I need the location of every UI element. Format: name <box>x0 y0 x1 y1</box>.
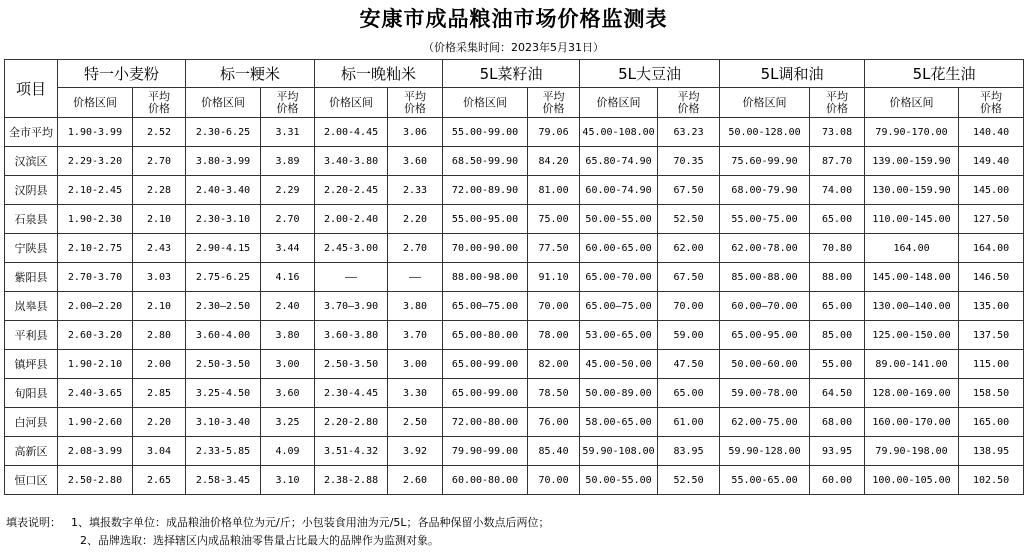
average-price-cell: 135.00 <box>959 292 1024 321</box>
average-price-cell: 65.00 <box>810 205 865 234</box>
average-label-line2: 价格 <box>826 101 849 115</box>
average-price-cell: 67.50 <box>658 263 720 292</box>
average-price-cell: 145.00 <box>959 176 1024 205</box>
average-price-header <box>658 88 720 118</box>
price-range-cell: 3.80-3.99 <box>186 147 261 176</box>
price-range-cell: 88.00-98.00 <box>443 263 528 292</box>
price-range-cell: 65.00—75.00 <box>443 292 528 321</box>
price-range-cell: 2.00-4.45 <box>315 118 388 147</box>
price-range-cell: 130.00-159.90 <box>865 176 959 205</box>
average-price-cell: 62.00 <box>658 234 720 263</box>
average-price-cell: 73.08 <box>810 118 865 147</box>
average-price-cell: 3.60 <box>388 147 443 176</box>
average-price-cell: 70.00 <box>528 466 580 495</box>
price-range-header: 价格区间 <box>580 88 658 118</box>
average-price-cell: 3.70 <box>388 321 443 350</box>
price-range-cell: 2.40-3.40 <box>186 176 261 205</box>
average-price-cell: 164.00 <box>959 234 1024 263</box>
region-name: 汉滨区 <box>5 147 58 176</box>
price-range-cell: 65.00-70.00 <box>580 263 658 292</box>
table-row <box>5 176 1024 205</box>
region-name: 石泉县 <box>5 205 58 234</box>
region-name: 镇坪县 <box>5 350 58 379</box>
price-range-cell: 55.00-65.00 <box>720 466 810 495</box>
price-range-cell: 59.90-108.00 <box>580 437 658 466</box>
price-range-cell: 60.00-65.00 <box>580 234 658 263</box>
header-row-subcolumns <box>5 88 1024 118</box>
price-range-cell: 2.50-2.80 <box>58 466 133 495</box>
average-price-cell: 78.50 <box>528 379 580 408</box>
notes-text-1: 1、填报数字单位：成品粮油价格单位为元/斤；小包装食用油为元/5L；各品种保留小数点后两位； <box>71 516 550 529</box>
average-price-cell: 65.00 <box>658 379 720 408</box>
average-price-cell: 2.50 <box>388 408 443 437</box>
product-header: 特一小麦粉 <box>58 60 186 88</box>
price-range-cell: 2.50-3.50 <box>186 350 261 379</box>
average-price-cell: 2.00 <box>133 350 186 379</box>
average-price-cell: 3.25 <box>261 408 315 437</box>
average-label-line2: 价格 <box>542 101 565 115</box>
average-label-line1: 平均 <box>826 89 849 103</box>
price-range-cell: 50.00-55.00 <box>580 205 658 234</box>
average-price-cell: 140.40 <box>959 118 1024 147</box>
notes-label: 填表说明： <box>6 516 61 529</box>
average-price-cell: 2.28 <box>133 176 186 205</box>
price-range-cell: 65.00-99.00 <box>443 379 528 408</box>
average-price-cell: 83.95 <box>658 437 720 466</box>
table-row <box>5 321 1024 350</box>
average-price-cell: 87.70 <box>810 147 865 176</box>
price-range-cell: 2.10-2.75 <box>58 234 133 263</box>
average-price-cell: 102.50 <box>959 466 1024 495</box>
price-range-cell: 2.70-3.70 <box>58 263 133 292</box>
average-price-cell: 76.00 <box>528 408 580 437</box>
price-range-cell: 1.90-3.99 <box>58 118 133 147</box>
average-price-cell: 3.80 <box>388 292 443 321</box>
price-range-cell: 65.00-95.00 <box>720 321 810 350</box>
price-range-cell: 89.00-141.00 <box>865 350 959 379</box>
price-range-cell: 65.80-74.90 <box>580 147 658 176</box>
price-range-cell: 50.00-89.00 <box>580 379 658 408</box>
table-row <box>5 379 1024 408</box>
average-price-cell: 2.85 <box>133 379 186 408</box>
average-price-cell: 3.03 <box>133 263 186 292</box>
price-range-header: 价格区间 <box>315 88 388 118</box>
region-name: 全市平均 <box>5 118 58 147</box>
average-price-header <box>528 88 580 118</box>
table-row <box>5 205 1024 234</box>
average-price-cell: 2.29 <box>261 176 315 205</box>
average-price-cell: 81.00 <box>528 176 580 205</box>
average-price-cell: 2.65 <box>133 466 186 495</box>
average-price-cell: 3.92 <box>388 437 443 466</box>
average-price-cell: 82.00 <box>528 350 580 379</box>
product-header: 标一粳米 <box>186 60 315 88</box>
product-header: 5L大豆油 <box>580 60 720 88</box>
price-range-cell: 2.30-6.25 <box>186 118 261 147</box>
average-price-cell: 75.00 <box>528 205 580 234</box>
average-price-cell: 3.30 <box>388 379 443 408</box>
average-price-cell: 2.33 <box>388 176 443 205</box>
price-range-cell: 2.45-3.00 <box>315 234 388 263</box>
price-range-cell: 2.50-3.50 <box>315 350 388 379</box>
average-price-cell: —— <box>388 263 443 292</box>
price-table <box>4 59 1024 495</box>
average-price-cell: 93.95 <box>810 437 865 466</box>
average-price-cell: 3.00 <box>388 350 443 379</box>
region-name: 宁陕县 <box>5 234 58 263</box>
product-header: 5L调和油 <box>720 60 865 88</box>
average-price-cell: 138.95 <box>959 437 1024 466</box>
price-range-cell: 2.08-3.99 <box>58 437 133 466</box>
price-range-header: 价格区间 <box>186 88 261 118</box>
price-range-cell: 2.00-2.40 <box>315 205 388 234</box>
price-range-cell: 110.00-145.00 <box>865 205 959 234</box>
average-price-cell: 3.10 <box>261 466 315 495</box>
average-price-cell: 2.20 <box>133 408 186 437</box>
price-range-cell: 3.51-4.32 <box>315 437 388 466</box>
price-range-cell: 60.00-74.90 <box>580 176 658 205</box>
average-price-cell: 4.16 <box>261 263 315 292</box>
price-range-cell: 2.30—2.50 <box>186 292 261 321</box>
table-row <box>5 118 1024 147</box>
price-range-cell: 68.50-99.90 <box>443 147 528 176</box>
average-label-line1: 平均 <box>148 89 170 103</box>
table-row <box>5 408 1024 437</box>
average-label-line2: 价格 <box>677 101 700 115</box>
average-price-cell: 77.50 <box>528 234 580 263</box>
price-range-cell: 3.70—3.90 <box>315 292 388 321</box>
average-label-line1: 平均 <box>677 89 700 103</box>
price-range-cell: 2.10-2.45 <box>58 176 133 205</box>
average-price-header <box>133 88 186 118</box>
average-price-cell: 3.31 <box>261 118 315 147</box>
average-price-cell: 70.00 <box>658 292 720 321</box>
region-name: 旬阳县 <box>5 379 58 408</box>
price-range-cell: 100.00-105.00 <box>865 466 959 495</box>
price-range-cell: 2.00—2.20 <box>58 292 133 321</box>
price-range-cell: 45.00-50.00 <box>580 350 658 379</box>
average-label-line1: 平均 <box>980 89 1003 103</box>
average-price-cell: 63.23 <box>658 118 720 147</box>
table-row <box>5 292 1024 321</box>
price-range-cell: 160.00-170.00 <box>865 408 959 437</box>
table-row <box>5 466 1024 495</box>
average-price-cell: 52.50 <box>658 205 720 234</box>
price-range-header: 价格区间 <box>58 88 133 118</box>
notes <box>4 511 1023 553</box>
region-name: 紫阳县 <box>5 263 58 292</box>
price-range-cell: 2.40-3.65 <box>58 379 133 408</box>
average-price-cell: 2.52 <box>133 118 186 147</box>
average-price-cell: 149.40 <box>959 147 1024 176</box>
price-range-cell: 3.60-4.00 <box>186 321 261 350</box>
collection-date: （价格采集时间：2023年5月31日） <box>423 41 604 54</box>
average-price-cell: 2.10 <box>133 292 186 321</box>
average-price-header <box>261 88 315 118</box>
price-range-cell: 59.00-78.00 <box>720 379 810 408</box>
price-range-cell: 79.90-99.00 <box>443 437 528 466</box>
average-price-cell: 3.00 <box>261 350 315 379</box>
average-price-cell: 85.40 <box>528 437 580 466</box>
page-title: 安康市成品粮油市场价格监测表 <box>359 7 668 31</box>
average-price-cell: 84.20 <box>528 147 580 176</box>
price-range-cell: 79.90-170.00 <box>865 118 959 147</box>
notes-line-1 <box>6 514 550 531</box>
average-price-cell: 2.70 <box>261 205 315 234</box>
price-range-cell: 1.90-2.30 <box>58 205 133 234</box>
price-range-cell: 70.00-90.00 <box>443 234 528 263</box>
table-body <box>5 118 1024 495</box>
price-range-cell: 128.00-169.00 <box>865 379 959 408</box>
price-range-cell: 50.00-60.00 <box>720 350 810 379</box>
average-price-cell: 3.89 <box>261 147 315 176</box>
average-price-cell: 88.00 <box>810 263 865 292</box>
price-range-header: 价格区间 <box>865 88 959 118</box>
table-row <box>5 263 1024 292</box>
average-price-header <box>959 88 1024 118</box>
average-price-cell: 70.80 <box>810 234 865 263</box>
average-price-cell: 3.80 <box>261 321 315 350</box>
price-range-cell: 2.20-2.80 <box>315 408 388 437</box>
price-range-cell: 72.00-89.90 <box>443 176 528 205</box>
average-label-line2: 价格 <box>404 101 427 115</box>
price-range-cell: 1.90-2.10 <box>58 350 133 379</box>
price-range-cell: 3.60-3.80 <box>315 321 388 350</box>
price-range-cell: 85.00-88.00 <box>720 263 810 292</box>
price-range-cell: 3.25-4.50 <box>186 379 261 408</box>
price-range-cell: 45.00-108.00 <box>580 118 658 147</box>
average-price-cell: 3.04 <box>133 437 186 466</box>
price-range-cell: 130.00—140.00 <box>865 292 959 321</box>
region-name: 岚皋县 <box>5 292 58 321</box>
price-range-cell: 60.00—70.00 <box>720 292 810 321</box>
notes-text-2: 2、品牌选取：选择辖区内成品粮油零售量占比最大的品牌作为监测对象。 <box>80 534 439 547</box>
price-range-cell: 60.00-80.00 <box>443 466 528 495</box>
average-price-cell: 74.00 <box>810 176 865 205</box>
average-price-cell: 59.00 <box>658 321 720 350</box>
average-price-cell: 67.50 <box>658 176 720 205</box>
average-price-cell: 61.00 <box>658 408 720 437</box>
table-row <box>5 234 1024 263</box>
average-price-cell: 3.06 <box>388 118 443 147</box>
average-price-cell: 3.44 <box>261 234 315 263</box>
average-label-line1: 平均 <box>404 89 427 103</box>
average-price-cell: 2.60 <box>388 466 443 495</box>
average-price-cell: 2.10 <box>133 205 186 234</box>
price-range-cell: 2.20-2.45 <box>315 176 388 205</box>
region-name: 汉阴县 <box>5 176 58 205</box>
price-range-cell: 53.00-65.00 <box>580 321 658 350</box>
average-price-cell: 91.10 <box>528 263 580 292</box>
price-range-cell: 2.58-3.45 <box>186 466 261 495</box>
price-range-cell: 145.00-148.00 <box>865 263 959 292</box>
price-range-cell: 3.40-3.80 <box>315 147 388 176</box>
price-range-cell: 2.30-3.10 <box>186 205 261 234</box>
average-price-cell: 146.50 <box>959 263 1024 292</box>
average-price-cell: 137.50 <box>959 321 1024 350</box>
average-label-line1: 平均 <box>542 89 565 103</box>
average-price-header <box>810 88 865 118</box>
product-header: 5L菜籽油 <box>443 60 580 88</box>
average-price-cell: 2.40 <box>261 292 315 321</box>
price-range-cell: 2.38-2.88 <box>315 466 388 495</box>
price-range-cell: 65.00-80.00 <box>443 321 528 350</box>
average-price-cell: 3.60 <box>261 379 315 408</box>
price-range-cell: 62.00-75.00 <box>720 408 810 437</box>
region-name: 白河县 <box>5 408 58 437</box>
table-row <box>5 147 1024 176</box>
average-price-cell: 2.70 <box>133 147 186 176</box>
price-range-cell: —— <box>315 263 388 292</box>
price-range-cell: 79.90-198.00 <box>865 437 959 466</box>
average-price-cell: 60.00 <box>810 466 865 495</box>
average-label-line2: 价格 <box>276 101 299 115</box>
price-range-cell: 3.10-3.40 <box>186 408 261 437</box>
price-range-cell: 2.33-5.85 <box>186 437 261 466</box>
average-label-line1: 平均 <box>276 89 299 103</box>
price-range-cell: 139.00-159.90 <box>865 147 959 176</box>
price-range-cell: 50.00-128.00 <box>720 118 810 147</box>
price-range-cell: 2.75-6.25 <box>186 263 261 292</box>
average-price-cell: 68.00 <box>810 408 865 437</box>
price-range-header: 价格区间 <box>443 88 528 118</box>
price-range-header: 价格区间 <box>720 88 810 118</box>
price-range-cell: 75.60-99.90 <box>720 147 810 176</box>
price-range-cell: 2.30-4.45 <box>315 379 388 408</box>
price-range-cell: 59.90-128.00 <box>720 437 810 466</box>
table-row <box>5 350 1024 379</box>
average-price-cell: 70.35 <box>658 147 720 176</box>
region-name: 高新区 <box>5 437 58 466</box>
average-price-cell: 65.00 <box>810 292 865 321</box>
average-price-cell: 52.50 <box>658 466 720 495</box>
price-range-cell: 50.00-55.00 <box>580 466 658 495</box>
price-range-cell: 55.00-95.00 <box>443 205 528 234</box>
price-range-cell: 2.90-4.15 <box>186 234 261 263</box>
product-header: 标一晚籼米 <box>315 60 443 88</box>
average-label-line2: 价格 <box>980 101 1003 115</box>
price-range-cell: 1.90-2.60 <box>58 408 133 437</box>
project-header: 项目 <box>5 60 58 118</box>
price-range-cell: 2.29-3.20 <box>58 147 133 176</box>
price-range-cell: 125.00-150.00 <box>865 321 959 350</box>
region-name: 恒口区 <box>5 466 58 495</box>
average-price-cell: 64.50 <box>810 379 865 408</box>
average-price-cell: 78.00 <box>528 321 580 350</box>
average-price-cell: 158.50 <box>959 379 1024 408</box>
price-range-cell: 65.00-99.00 <box>443 350 528 379</box>
price-range-cell: 55.00-99.00 <box>443 118 528 147</box>
average-price-cell: 2.43 <box>133 234 186 263</box>
price-range-cell: 58.00-65.00 <box>580 408 658 437</box>
price-range-cell: 2.60-3.20 <box>58 321 133 350</box>
average-price-cell: 70.00 <box>528 292 580 321</box>
average-price-cell: 165.00 <box>959 408 1024 437</box>
product-header: 5L花生油 <box>865 60 1024 88</box>
average-price-cell: 2.70 <box>388 234 443 263</box>
average-price-cell: 85.00 <box>810 321 865 350</box>
price-range-cell: 68.00-79.90 <box>720 176 810 205</box>
average-price-cell: 79.06 <box>528 118 580 147</box>
price-range-cell: 55.00-75.00 <box>720 205 810 234</box>
average-label-line2: 价格 <box>148 101 170 115</box>
price-range-cell: 164.00 <box>865 234 959 263</box>
header-row-products <box>5 60 1024 88</box>
table-row <box>5 437 1024 466</box>
average-price-cell: 47.50 <box>658 350 720 379</box>
average-price-cell: 2.20 <box>388 205 443 234</box>
average-price-cell: 2.80 <box>133 321 186 350</box>
average-price-cell: 55.00 <box>810 350 865 379</box>
region-name: 平利县 <box>5 321 58 350</box>
average-price-header <box>388 88 443 118</box>
average-price-cell: 115.00 <box>959 350 1024 379</box>
price-range-cell: 65.00—75.00 <box>580 292 658 321</box>
average-price-cell: 4.09 <box>261 437 315 466</box>
price-range-cell: 72.00-80.00 <box>443 408 528 437</box>
price-range-cell: 62.00-78.00 <box>720 234 810 263</box>
average-price-cell: 127.50 <box>959 205 1024 234</box>
